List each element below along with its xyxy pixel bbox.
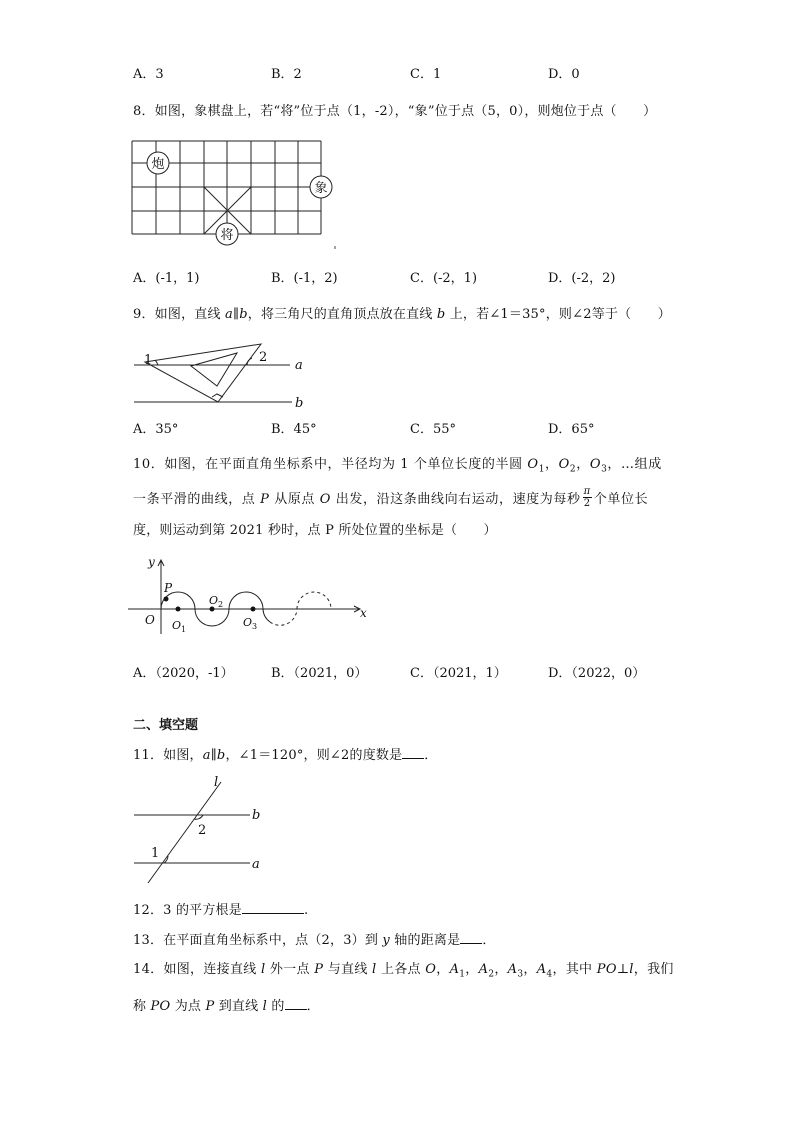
point-p: [164, 597, 169, 602]
q10-line2: 一条平滑的曲线，点 P 从原点 O 出发，沿这条曲线向右运动，速度为每秒 $\frac{\pi}{2}$ 个单位长: [133, 486, 649, 509]
chess-board-figure: [128, 137, 343, 252]
q9-option-a: A．35°: [133, 422, 179, 437]
q8-stem: 8．如图，象棋盘上，若“将”位于点（1，-2），“象”位于点（5，0），则炮位于点（ ）: [133, 104, 657, 119]
line-a-label: a: [295, 358, 303, 373]
q8-option-b: B．(-1，2): [271, 271, 338, 286]
q7-option-b: B．2: [271, 67, 302, 82]
o2-label: $O_2$: [209, 594, 224, 609]
origin-label: O: [145, 613, 155, 627]
p-label: P: [164, 581, 173, 595]
center-o1: [176, 607, 181, 612]
angle-1-label: 1: [144, 353, 153, 368]
q10-line3: 度，则运动到第 2021 秒时，点 P 所处位置的坐标是（ ）: [133, 523, 497, 538]
xiang-label: 象: [314, 181, 328, 196]
q11-answer-blank[interactable]: [402, 745, 424, 759]
q12-answer-blank[interactable]: [242, 900, 304, 914]
q9-stem: 9．如图，直线 a∥b，将三角尺的直角顶点放在直线 b 上，若∠1＝35°，则∠2等于（ ）: [133, 307, 671, 322]
pi-over-2-fraction: $\frac{\pi}{2}$: [583, 486, 591, 509]
o3-label: $O_3$: [243, 616, 258, 631]
set-square-figure: [128, 336, 318, 416]
q10-option-a: A．（2020，-1）: [133, 666, 234, 681]
q9-option-c: C．55°: [410, 422, 456, 437]
q7-option-d: D．0: [548, 67, 580, 82]
q13-answer-blank[interactable]: [460, 930, 482, 944]
line-b-label: b: [295, 396, 304, 411]
pao-label: 炮: [151, 157, 165, 172]
parallel-lines-figure: [128, 770, 278, 888]
q10-option-d: D．（2022，0）: [548, 666, 646, 681]
q9-option-d: D．65°: [548, 422, 595, 437]
angle-1-label: 1: [151, 846, 160, 861]
center-o3: [251, 607, 256, 612]
q8-option-a: A．(-1，1): [133, 271, 200, 286]
q10-option-b: B．（2021，0）: [271, 666, 368, 681]
q7-option-c: C．1: [410, 67, 442, 82]
center-o2: [210, 607, 215, 612]
line-b-label: b: [252, 808, 261, 823]
q14-line2: 称 PO 为点 P 到直线 l 的 ．: [133, 996, 320, 1016]
y-axis-label: y: [148, 555, 155, 569]
o1-label: $O_1$: [172, 619, 187, 634]
q8-option-c: C．(-2，1): [410, 271, 478, 286]
semicircle-curve-figure: [128, 552, 378, 642]
q14-answer-blank[interactable]: [285, 996, 307, 1010]
q10-option-c: C．（2021，1）: [410, 666, 507, 681]
q12-stem: 12．3 的平方根是 .: [133, 900, 308, 920]
q14-line1: 14．如图，连接直线 l 外一点 P 与直线 l 上各点 O，$A_1$，$A_2$，$A_3$，$A_4$，其中 PO⊥l，我们: [133, 962, 674, 980]
q11-stem: 11．如图，a∥b，∠1＝120°，则∠2的度数是 ．: [133, 745, 438, 765]
x-axis-label: x: [360, 606, 367, 620]
q9-option-b: B．45°: [271, 422, 317, 437]
q13-stem: 13．在平面直角坐标系中，点（2，3）到 y 轴的距离是 ．: [133, 930, 496, 950]
q8-option-d: D．(-2，2): [548, 271, 616, 286]
line-l-label: l: [214, 775, 219, 790]
jiang-label: 将: [220, 228, 234, 243]
angle-2-label: 2: [259, 350, 268, 365]
section-title-fill-in: 二、填空题: [133, 718, 199, 733]
q7-option-a: A．3: [133, 67, 164, 82]
angle-2-label: 2: [198, 823, 207, 838]
q10-line1: 10．如图，在平面直角坐标系中，半径均为 1 个单位长度的半圆 $O_1$，$O_2$，$O_3$，…组成: [133, 457, 662, 475]
line-a-label: a: [252, 857, 260, 872]
